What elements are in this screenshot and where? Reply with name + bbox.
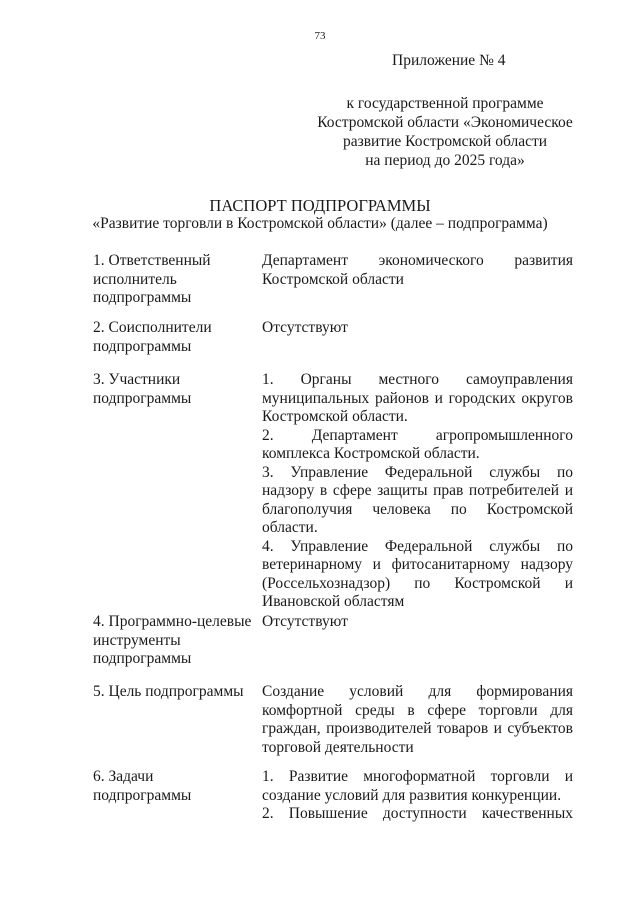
label-line: 6. Задачи <box>93 768 154 785</box>
appendix-subtitle-line: к государственной программе <box>346 95 544 112</box>
value-line: Создание условий для формирования <box>262 683 573 700</box>
value-line: торговой деятельности <box>262 738 414 756</box>
value-line: комфортной среды в сфере торговли для <box>262 701 573 719</box>
row-value-tasks <box>262 768 573 824</box>
value-line: 3. Управление Федеральной службы по <box>262 463 573 481</box>
value-line: Департамент экономического развития <box>262 252 573 269</box>
label-line: исполнитель <box>93 270 177 288</box>
label-line: подпрограммы <box>93 786 192 804</box>
value-line: Отсутствуют <box>262 613 348 630</box>
value-line: 2. Повышение доступности качественных <box>262 805 573 822</box>
value-line: надзору в сфере защиты прав потребителей и <box>262 482 573 499</box>
label-line: подпрограммы <box>93 337 192 355</box>
value-line: 1. Развитие многоформатной торговли и <box>262 768 573 785</box>
appendix-subtitle-line: Костромской области «Экономическое <box>317 114 573 131</box>
page-number: 73 <box>314 30 326 42</box>
value-line: Отсутствуют <box>262 319 348 336</box>
row-label-instruments <box>93 613 253 669</box>
value-line: ветеринарному и фитосанитарному надзору <box>262 556 573 573</box>
value-line: области. <box>262 519 318 536</box>
label-line: 1. Ответственный <box>93 252 211 269</box>
document-title: ПАСПОРТ ПОДПРОГРАММЫ <box>209 196 431 215</box>
label-line: подпрограммы <box>93 650 192 667</box>
appendix-heading: Приложение № 4 <box>392 52 506 69</box>
value-line: 1. Органы местного самоуправления <box>262 371 573 388</box>
value-line: благополучия человека по Костромской <box>262 500 573 518</box>
row-value-responsible <box>262 252 573 289</box>
value-line: 4. Управление Федеральной службы по <box>262 537 573 555</box>
row-label-responsible <box>93 252 253 308</box>
value-line: муниципальных районов и городских округов <box>262 389 573 407</box>
value-line: (Россельхознадзор) по Костромской и <box>262 574 573 592</box>
value-line: граждан, производителей товаров и субъектов <box>262 720 573 737</box>
row-value-instruments <box>262 613 573 632</box>
label-line: инструменты <box>93 631 181 649</box>
row-label-participants <box>93 371 253 408</box>
value-line: Костромской области. <box>262 408 408 425</box>
value-line: Костромской области <box>262 270 404 288</box>
value-line: комплекса Костромской области. <box>262 445 480 462</box>
label-line: подпрограммы <box>93 289 192 306</box>
row-label-goal <box>93 683 253 702</box>
appendix-subtitle <box>300 94 590 170</box>
row-value-participants <box>262 371 573 612</box>
appendix-subtitle-line: на период до 2025 года» <box>365 152 525 169</box>
label-line: 2. Соисполнители <box>93 319 212 336</box>
label-line: 3. Участники <box>93 371 181 388</box>
value-line: Ивановской областям <box>262 593 405 610</box>
row-value-coexecutors <box>262 319 573 338</box>
label-line: 4. Программно-целевые <box>93 613 252 630</box>
row-label-tasks <box>93 768 253 805</box>
appendix-subtitle-line: развитие Костромской области <box>342 133 548 150</box>
value-line: создание условий для развития конкуренции. <box>262 786 562 804</box>
row-label-coexecutors <box>93 319 253 356</box>
label-line: 5. Цель подпрограммы <box>93 683 244 700</box>
value-line: 2. Департамент агропромышленного <box>262 426 573 444</box>
document-subtitle: «Развитие торговли в Костромской области» (далее – подпрограмма) <box>92 215 548 232</box>
label-line: подпрограммы <box>93 389 192 407</box>
row-value-goal <box>262 683 573 757</box>
